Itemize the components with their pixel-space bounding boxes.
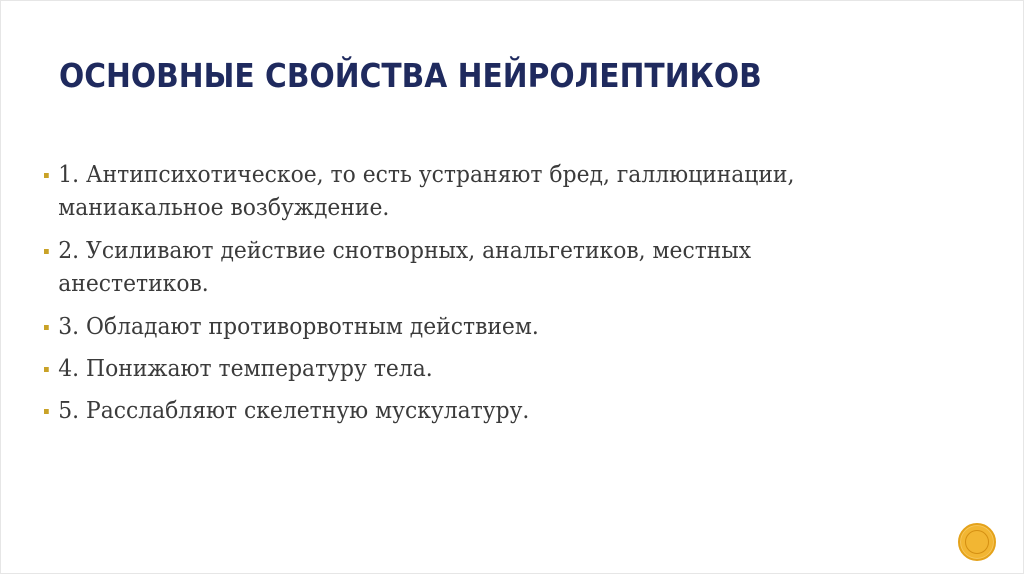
badge-inner-ring bbox=[965, 530, 989, 554]
bullet-marker-icon bbox=[44, 325, 49, 330]
gold-circle-icon bbox=[958, 523, 996, 561]
bullet-marker-icon bbox=[44, 249, 49, 254]
list-item bbox=[44, 311, 899, 344]
list-item bbox=[44, 353, 899, 386]
item-text-line: 4. Понижают температуру тела. bbox=[58, 356, 433, 382]
bullet-marker-icon bbox=[44, 173, 49, 178]
item-text-line: 5. Расслабляют скелетную мускулатуру. bbox=[58, 398, 530, 424]
list-item bbox=[44, 159, 899, 225]
item-text-line: маниакальное возбуждение. bbox=[58, 195, 390, 221]
bullet-marker-icon bbox=[44, 367, 49, 372]
bullet-marker-icon bbox=[44, 409, 49, 414]
list-item bbox=[44, 235, 899, 301]
list-item bbox=[44, 395, 899, 428]
slide-title: ОСНОВНЫЕ СВОЙСТВА НЕЙРОЛЕПТИКОВ bbox=[59, 56, 762, 95]
item-text-line: анестетиков. bbox=[58, 271, 209, 297]
item-text-line: 3. Обладают противорвотным действием. bbox=[58, 314, 539, 340]
bullet-list bbox=[44, 159, 944, 437]
item-text-line: 2. Усиливают действие снотворных, анальгетиков, местных bbox=[58, 238, 752, 264]
item-text-line: 1. Антипсихотическое, то есть устраняют бред, галлюцинации, bbox=[58, 162, 795, 188]
